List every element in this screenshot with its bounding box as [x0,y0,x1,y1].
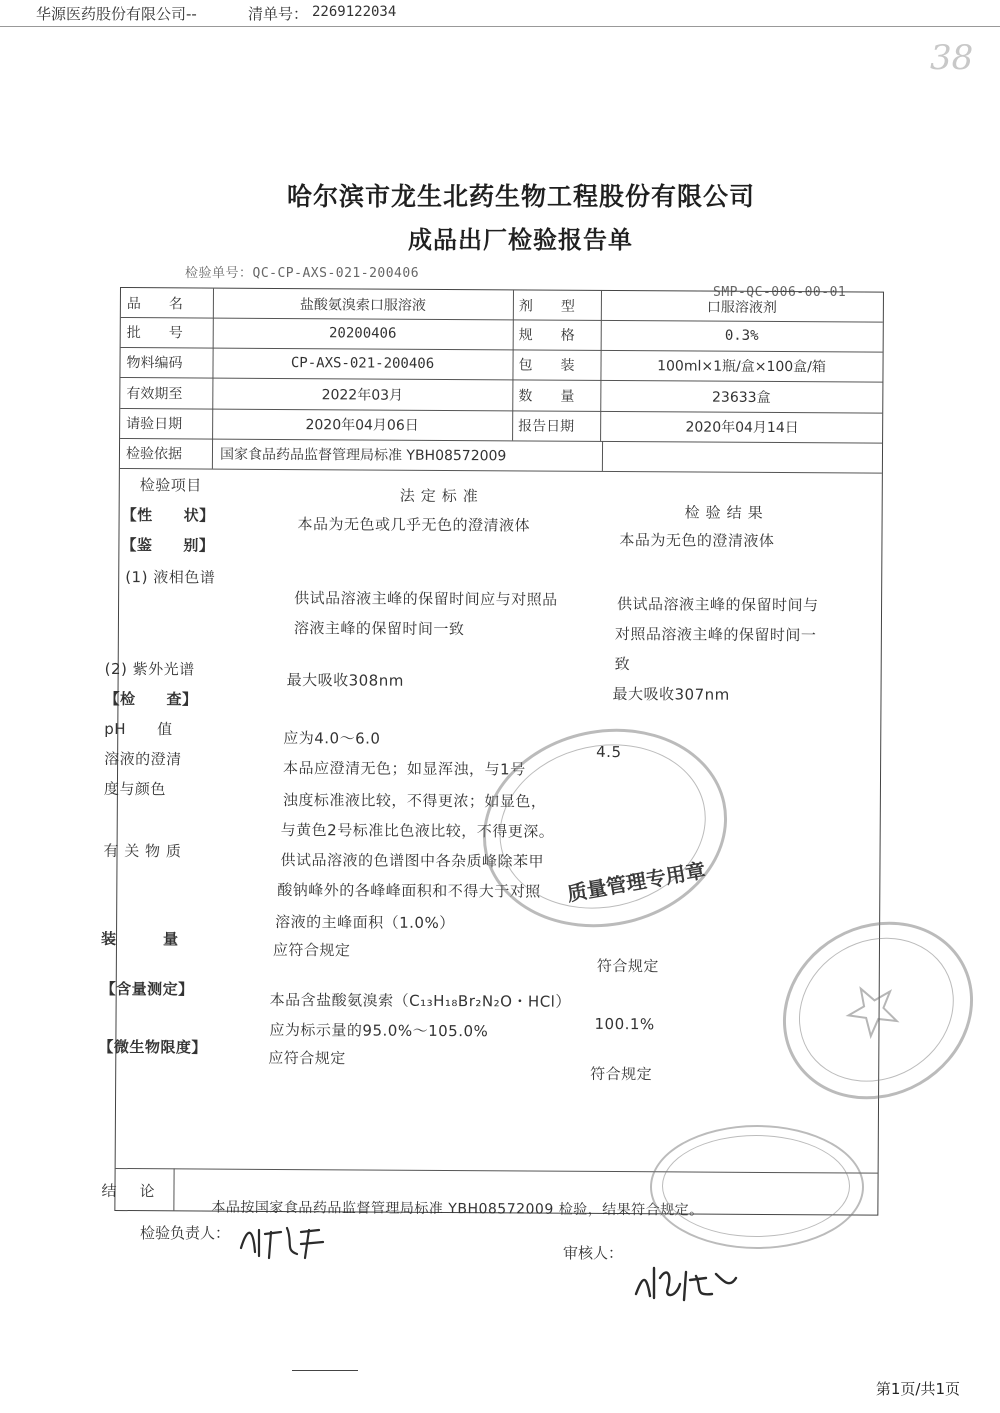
header-bar [0,0,1000,28]
request-date: 2020年04月06日 [305,417,419,434]
col-header-result: 检验结果 [684,503,769,522]
page-number: 第1页/共1页 [875,1380,960,1398]
page-mark: 38 [930,38,974,78]
std-microbial: 应符合规定 [268,1048,346,1068]
expiry-date: 2022年03月 [321,386,404,404]
oval-seal [650,1125,864,1249]
item-assay: 【含量测定】 [100,979,194,999]
res-ph: 4.5 [596,742,622,762]
inspection-basis: 国家食品药品监督管理局标准 YBH08572009 [219,446,507,465]
packaging: 100ml×1瓶/盒×100盒/箱 [657,358,826,376]
request-date-label: 请验日期 [126,416,183,433]
basis-label: 检验依据 [125,446,183,463]
conclusion-text: 本品按国家食品药品监督管理局标准 YBH08572009 检验，结果符合规定。 [211,1199,704,1219]
report-title: 成品出厂检验报告单 [408,226,633,254]
std-clarity-line2: 浊度标准液比较，不得更浓；如显色， [282,791,547,811]
report-number: 检验单号：QC-CP-AXS-021-200406 [185,266,420,281]
item-microbial: 【微生物限度】 [98,1037,207,1057]
res-appearance: 本品为无色的澄清液体 [619,531,775,551]
res-microbial: 符合规定 [590,1064,653,1084]
conclusion-label: 结 论 [101,1181,159,1201]
header-company: 华源医药股份有限公司-- [36,5,197,23]
item-related-substances: 有 关 物 质 [103,841,182,861]
item-filling: 装 量 [100,929,179,949]
spec-label: 规 格 [518,327,575,344]
res-hplc-line2: 对照品溶液主峰的保留时间一 [614,625,817,645]
pack-label: 包 装 [518,357,575,374]
header-list-number: 2269122034 [312,4,397,20]
material-label: 物料编码 [126,355,183,372]
quantity: 23633盒 [712,389,771,406]
res-uv: 最大吸收307nm [612,685,730,704]
std-clarity-line3: 与黄色2号标准比色液比较，不得更深。 [280,820,555,841]
std-assay-line1: 本品含盐酸氨溴索（C₁₃H₁₈Br₂N₂O・HCl） [269,990,571,1011]
std-uv: 最大吸收308nm [286,671,404,690]
reviewer-label: 审核人： [563,1244,624,1262]
std-ph: 应为4.0～6.0 [283,729,381,748]
expiry-label: 有效期至 [126,385,183,402]
std-appearance: 本品为无色或几乎无色的澄清液体 [297,515,531,535]
col-header-item: 检验项目 [139,476,202,495]
item-uv: (2) 紫外光谱 [104,659,195,679]
res-assay: 100.1% [594,1014,655,1034]
col-line [173,1168,174,1210]
form-code: SMP-QC-006-00-01 [713,285,847,300]
header-list-label: 清单号： [248,5,309,23]
company-title: 哈尔滨市龙生北药生物工程股份有限公司 [287,182,756,211]
qa-seal-text: 质量管理专用章 [565,858,708,906]
inspector-label: 检验负责人： [140,1224,231,1242]
quantity-label: 数 量 [518,387,575,405]
inspector-signature [235,1218,335,1262]
std-hplc-line1: 供试品溶液主峰的保留时间应与对照品 [294,589,558,609]
std-related-line3: 溶液的主峰面积（1.0%） [275,912,455,933]
product-name: 盐酸氨溴索口服溶液 [299,296,426,314]
header-divider [0,26,1000,27]
std-related-line2: 酸钠峰外的各峰峰面积和不得大于对照 [277,880,541,901]
res-filling: 符合规定 [596,956,659,976]
std-filling: 应符合规定 [272,940,351,960]
batch-label: 批 号 [126,325,183,342]
res-hplc-line3: 致 [614,655,631,674]
item-identification: 【鉴 别】 [121,536,215,555]
col-header-standard: 法定标准 [399,486,484,506]
specification: 0.3% [724,327,759,344]
item-ph: pH 值 [104,719,173,739]
std-clarity-line1: 本品应澄清无色；如显浑浊，与1号 [283,759,526,779]
oval-seal-ring [662,1135,850,1237]
report-date-label: 报告日期 [518,418,575,435]
form-label: 剂 型 [518,297,575,315]
std-assay-line2: 应为标示量的95.0%～105.0% [269,1020,489,1041]
report-date: 2020年04月14日 [685,419,799,437]
item-check: 【检 查】 [104,689,198,709]
std-related-line1: 供试品溶液的色谱图中各杂质峰除苯甲 [280,850,545,871]
item-appearance: 【性 状】 [121,506,215,525]
batch-number: 20200406 [328,325,397,342]
reviewer-signature [632,1258,742,1304]
bottom-mark [292,1370,358,1371]
report-frame [98,287,884,1219]
material-code: CP-AXS-021-200406 [290,355,435,372]
res-hplc-line1: 供试品溶液主峰的保留时间与 [617,595,819,615]
col-line [602,441,603,471]
item-hplc: (1) 液相色谱 [125,568,216,587]
std-hplc-line2: 溶液主峰的保留时间一致 [293,619,465,639]
dosage-form: 口服溶液剂 [706,299,777,316]
item-clarity-line1: 溶液的澄清 [104,749,182,769]
product-label: 品 名 [126,295,183,312]
item-clarity-line2: 度与颜色 [103,779,167,799]
